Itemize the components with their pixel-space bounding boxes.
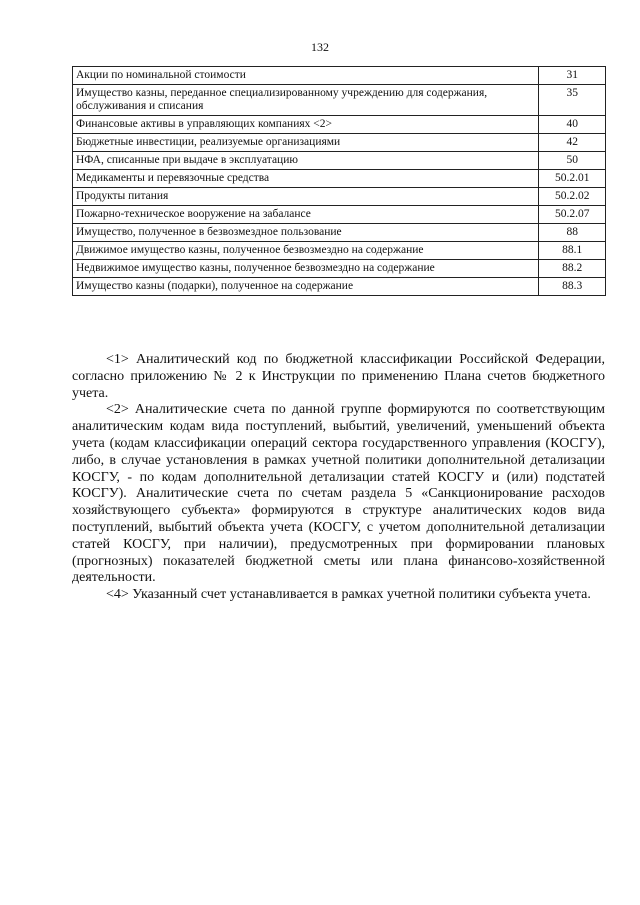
table-row [73,134,606,152]
table-row [73,67,606,85]
row-code: 42 [539,134,606,152]
row-name: Медикаменты и перевязочные средства [73,170,539,188]
row-code: 35 [539,85,606,116]
footnote-1: <1> Аналитический код по бюджетной классификации Российской Федерации, согласно приложению № 2 к Инструкции по применению Плана счетов бюджетного учета. [72,352,605,401]
row-name: Движимое имущество казны, полученное безвозмездно на содержание [73,242,539,260]
table-row [73,152,606,170]
table-row [73,116,606,134]
footnote-4: <4> Указанный счет устанавливается в рамках учетной политики субъекта учета. [106,587,591,603]
footnote-2: <2> Аналитические счета по данной группе формируются по соответствующим аналитическим кодам вида поступлений, выбытий, увеличений, уменьшений объекта учета (кодам классификации операций сектора государственного управления (КОСГУ), либо, в случае установления в рамках учетной политики дополнительной детализации КОСГУ, - по кодам дополнительной детализации статей КОСГУ и (или) подстатей КОСГУ). Аналитические счета по счетам раздела 5 «Санкционирование расходов хозяйствующего субъекта» формируются в структуре аналитических кодов вида поступлений, выбытий объекта учета (КОСГУ, с учетом дополнительной детализации статей КОСГУ, при наличии), предусмотренных при формировании плановых (прогнозных) показателей бюджетной сметы или плана финансово-хозяйственной деятельности. [72,402,605,586]
row-code: 88.1 [539,242,606,260]
table-row [73,188,606,206]
row-name: Пожарно-техническое вооружение на забалансе [73,206,539,224]
page-number: 132 [311,40,329,54]
accounts-table [72,66,606,296]
row-code: 50.2.01 [539,170,606,188]
table-row [73,260,606,278]
row-code: 31 [539,67,606,85]
row-name: Продукты питания [73,188,539,206]
row-code: 88 [539,224,606,242]
row-name: НФА, списанные при выдаче в эксплуатацию [73,152,539,170]
table-row [73,206,606,224]
row-code: 88.3 [539,278,606,296]
row-name: Имущество казны (подарки), полученное на содержание [73,278,539,296]
row-code: 50.2.02 [539,188,606,206]
row-name: Акции по номинальной стоимости [73,67,539,85]
table-row [73,242,606,260]
table-row [73,224,606,242]
row-name: Имущество, полученное в безвозмездное пользование [73,224,539,242]
row-code: 40 [539,116,606,134]
table-row [73,85,606,116]
row-code: 50.2.07 [539,206,606,224]
row-name: Имущество казны, переданное специализированному учреждению для содержания, обслуживания и списания [73,85,539,116]
accounts-table-body [73,67,606,296]
row-name: Бюджетные инвестиции, реализуемые организациями [73,134,539,152]
table-row [73,170,606,188]
table-row [73,278,606,296]
footnotes [72,352,605,604]
row-name: Финансовые активы в управляющих компаниях <2> [73,116,539,134]
row-code: 88.2 [539,260,606,278]
row-code: 50 [539,152,606,170]
row-name: Недвижимое имущество казны, полученное безвозмездно на содержание [73,260,539,278]
